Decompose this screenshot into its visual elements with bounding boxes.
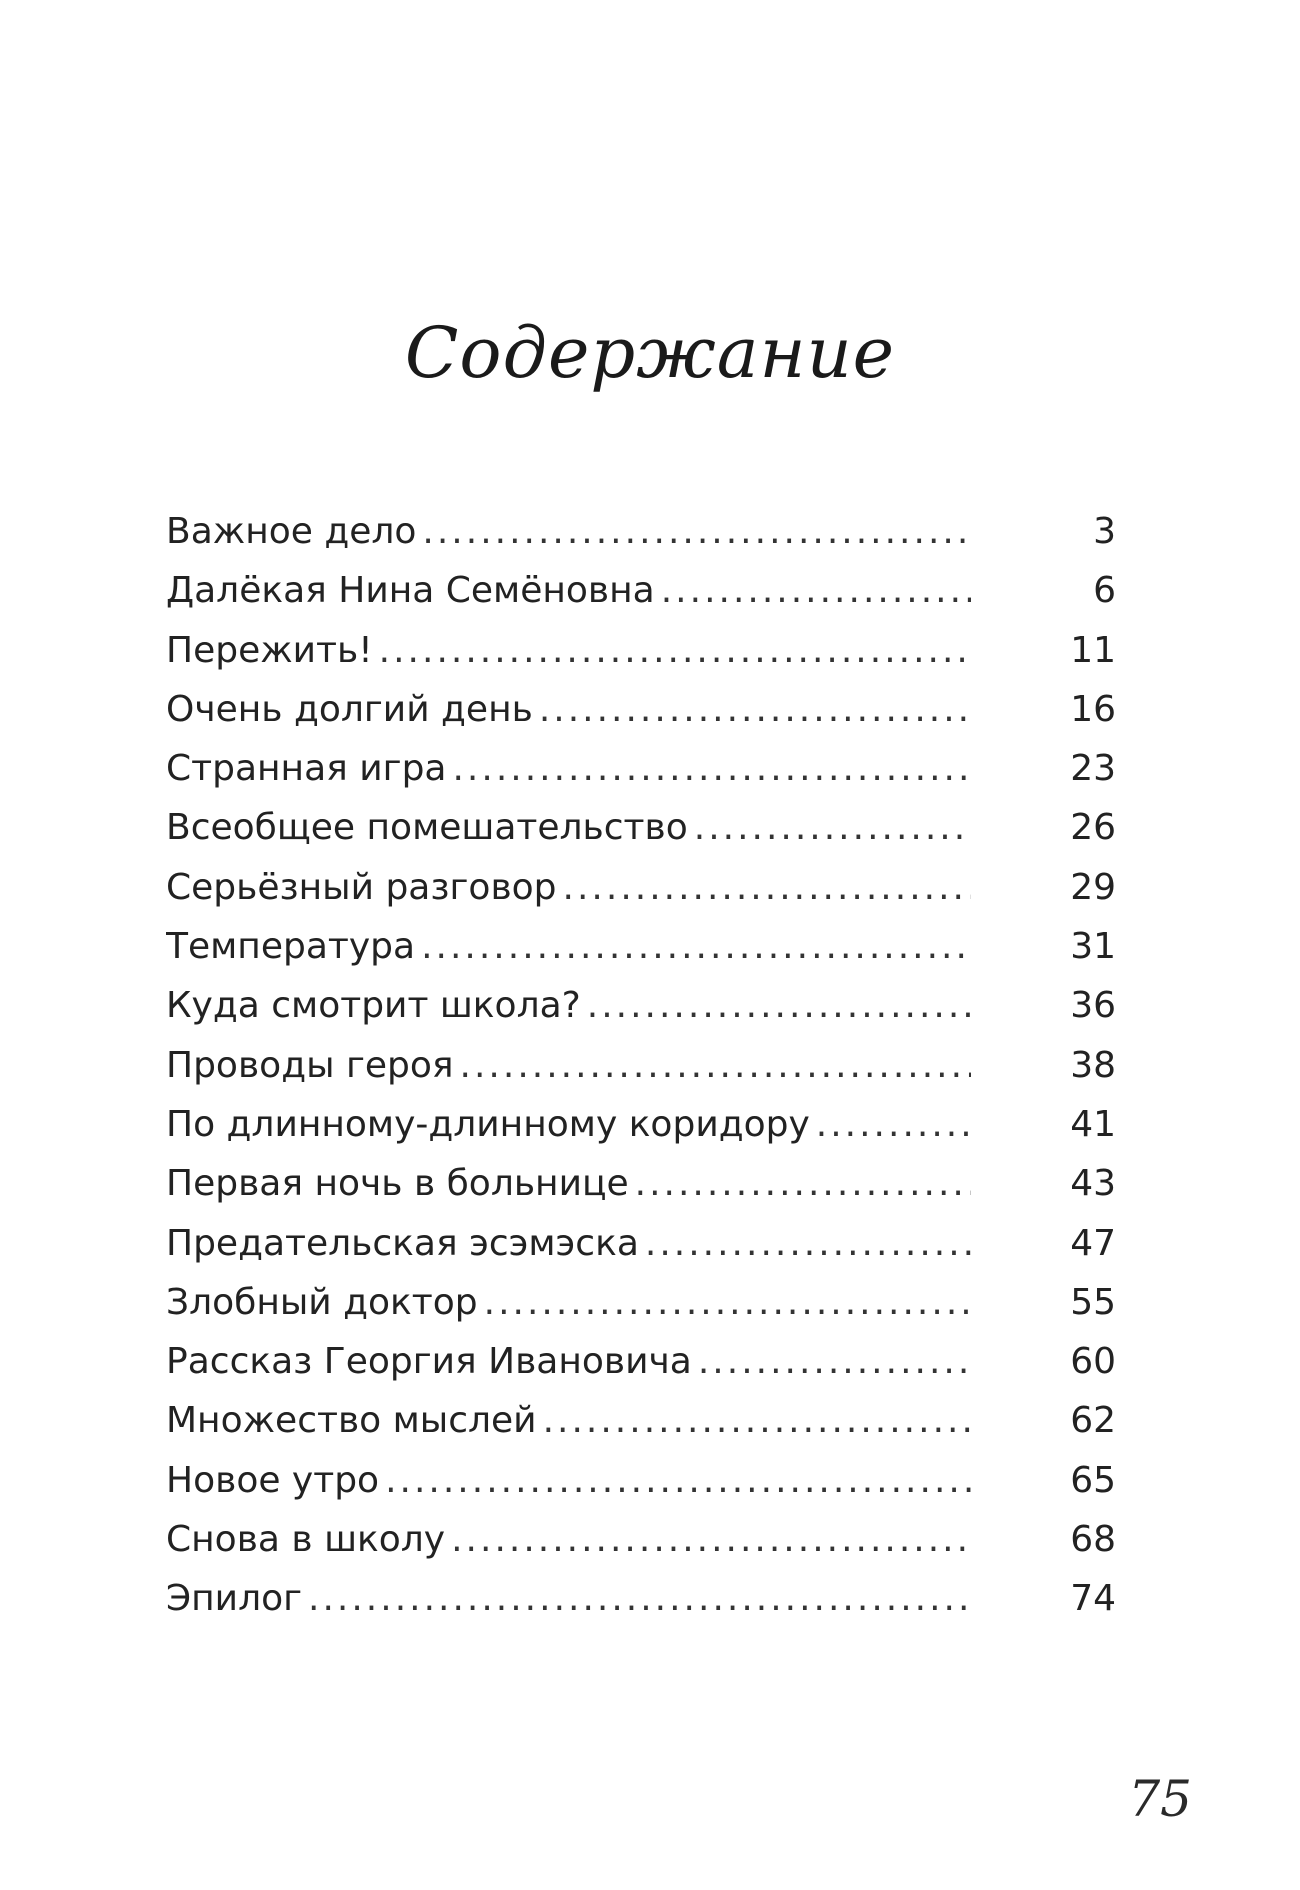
toc-leader-dots (308, 1569, 971, 1628)
toc-entry-title: Эпилог (166, 1578, 303, 1620)
toc-entry-page: 38 (1070, 1044, 1116, 1086)
toc-entry-title: Странная игра (166, 748, 447, 790)
toc-entry (166, 1510, 1116, 1569)
toc-leader-dots (452, 739, 971, 798)
page-title: Содержание (404, 312, 896, 394)
toc-leader-dots (379, 621, 971, 680)
toc-entry-page: 3 (1093, 511, 1116, 552)
toc-entry (166, 1273, 1116, 1332)
toc-entry-page: 26 (1070, 807, 1116, 849)
toc-entry-title: Очень долгий день (166, 688, 533, 730)
page-number: 75 (1128, 1770, 1192, 1828)
toc-entry-title: По длинному-длинному коридору (166, 1103, 810, 1145)
toc-entry-page: 36 (1070, 985, 1116, 1027)
toc-leader-dots (587, 976, 971, 1035)
toc-leader-dots (661, 561, 971, 620)
toc-entry-title: Далёкая Нина Семёновна (166, 570, 655, 612)
toc-entry (166, 858, 1116, 917)
toc-entry-page: 68 (1070, 1519, 1116, 1561)
toc-entry (166, 1332, 1116, 1391)
toc-entry-page: 47 (1070, 1222, 1116, 1264)
toc-entry-title: Первая ночь в больнице (166, 1163, 629, 1205)
toc-leader-dots (563, 858, 971, 917)
toc-entry-page: 6 (1093, 570, 1116, 612)
toc-leader-dots (422, 502, 971, 561)
toc-leader-dots (698, 1332, 971, 1391)
toc-leader-dots (421, 917, 971, 976)
toc-leader-dots (451, 1510, 971, 1569)
toc-leader-dots (635, 1154, 971, 1213)
toc-leader-dots (539, 680, 971, 739)
toc-entry (166, 1036, 1116, 1095)
toc-entry-title: Злобный доктор (166, 1281, 478, 1323)
toc-entry (166, 1391, 1116, 1450)
toc-leader-dots (385, 1451, 971, 1510)
toc-entry-title: Множество мыслей (166, 1400, 537, 1442)
toc-entry (166, 739, 1116, 798)
toc-entry-title: Серьёзный разговор (166, 866, 557, 908)
toc-entry-page: 43 (1070, 1163, 1116, 1205)
toc-entry (166, 502, 1116, 561)
toc-entry-title: Пережить! (166, 629, 373, 671)
toc-leader-dots (484, 1273, 971, 1332)
toc-entry (166, 1095, 1116, 1154)
toc-entry (166, 798, 1116, 857)
toc-entry (166, 1569, 1116, 1628)
toc-leader-dots (694, 798, 971, 857)
toc-entry-title: Важное дело (166, 511, 417, 552)
toc-entry-title: Температура (166, 926, 416, 968)
toc-entry-page: 11 (1070, 629, 1116, 671)
toc-leader-dots (543, 1391, 971, 1450)
toc-entry-page: 16 (1070, 688, 1116, 730)
toc-entry-page: 62 (1070, 1400, 1116, 1442)
toc-entry (166, 1154, 1116, 1213)
toc-entry-page: 23 (1070, 748, 1116, 790)
toc-entry-page: 74 (1070, 1578, 1116, 1620)
toc-entry (166, 1214, 1116, 1273)
toc-entry-title: Снова в школу (166, 1519, 446, 1561)
toc-entry (166, 917, 1116, 976)
toc-entry (166, 976, 1116, 1035)
toc-leader-dots (460, 1036, 971, 1095)
toc-entry (166, 1451, 1116, 1510)
toc-entry-page: 29 (1070, 866, 1116, 908)
toc-entry (166, 621, 1116, 680)
toc-entry-title: Проводы героя (166, 1044, 454, 1086)
toc-entry-page: 65 (1070, 1459, 1116, 1501)
toc-entry-page: 31 (1070, 926, 1116, 968)
toc-entry-page: 55 (1070, 1281, 1116, 1323)
table-of-contents (166, 502, 1116, 1629)
toc-entry-page: 41 (1070, 1103, 1116, 1145)
toc-entry (166, 680, 1116, 739)
toc-entry-title: Куда смотрит школа? (166, 985, 581, 1027)
toc-leader-dots (816, 1095, 971, 1154)
toc-entry-title: Предательская эсэмэска (166, 1222, 639, 1264)
toc-entry (166, 561, 1116, 620)
toc-leader-dots (645, 1214, 971, 1273)
toc-entry-page: 60 (1070, 1341, 1116, 1383)
toc-entry-title: Всеобщее помешательство (166, 807, 688, 849)
toc-entry-title: Рассказ Георгия Ивановича (166, 1341, 692, 1383)
toc-entry-title: Новое утро (166, 1459, 380, 1501)
